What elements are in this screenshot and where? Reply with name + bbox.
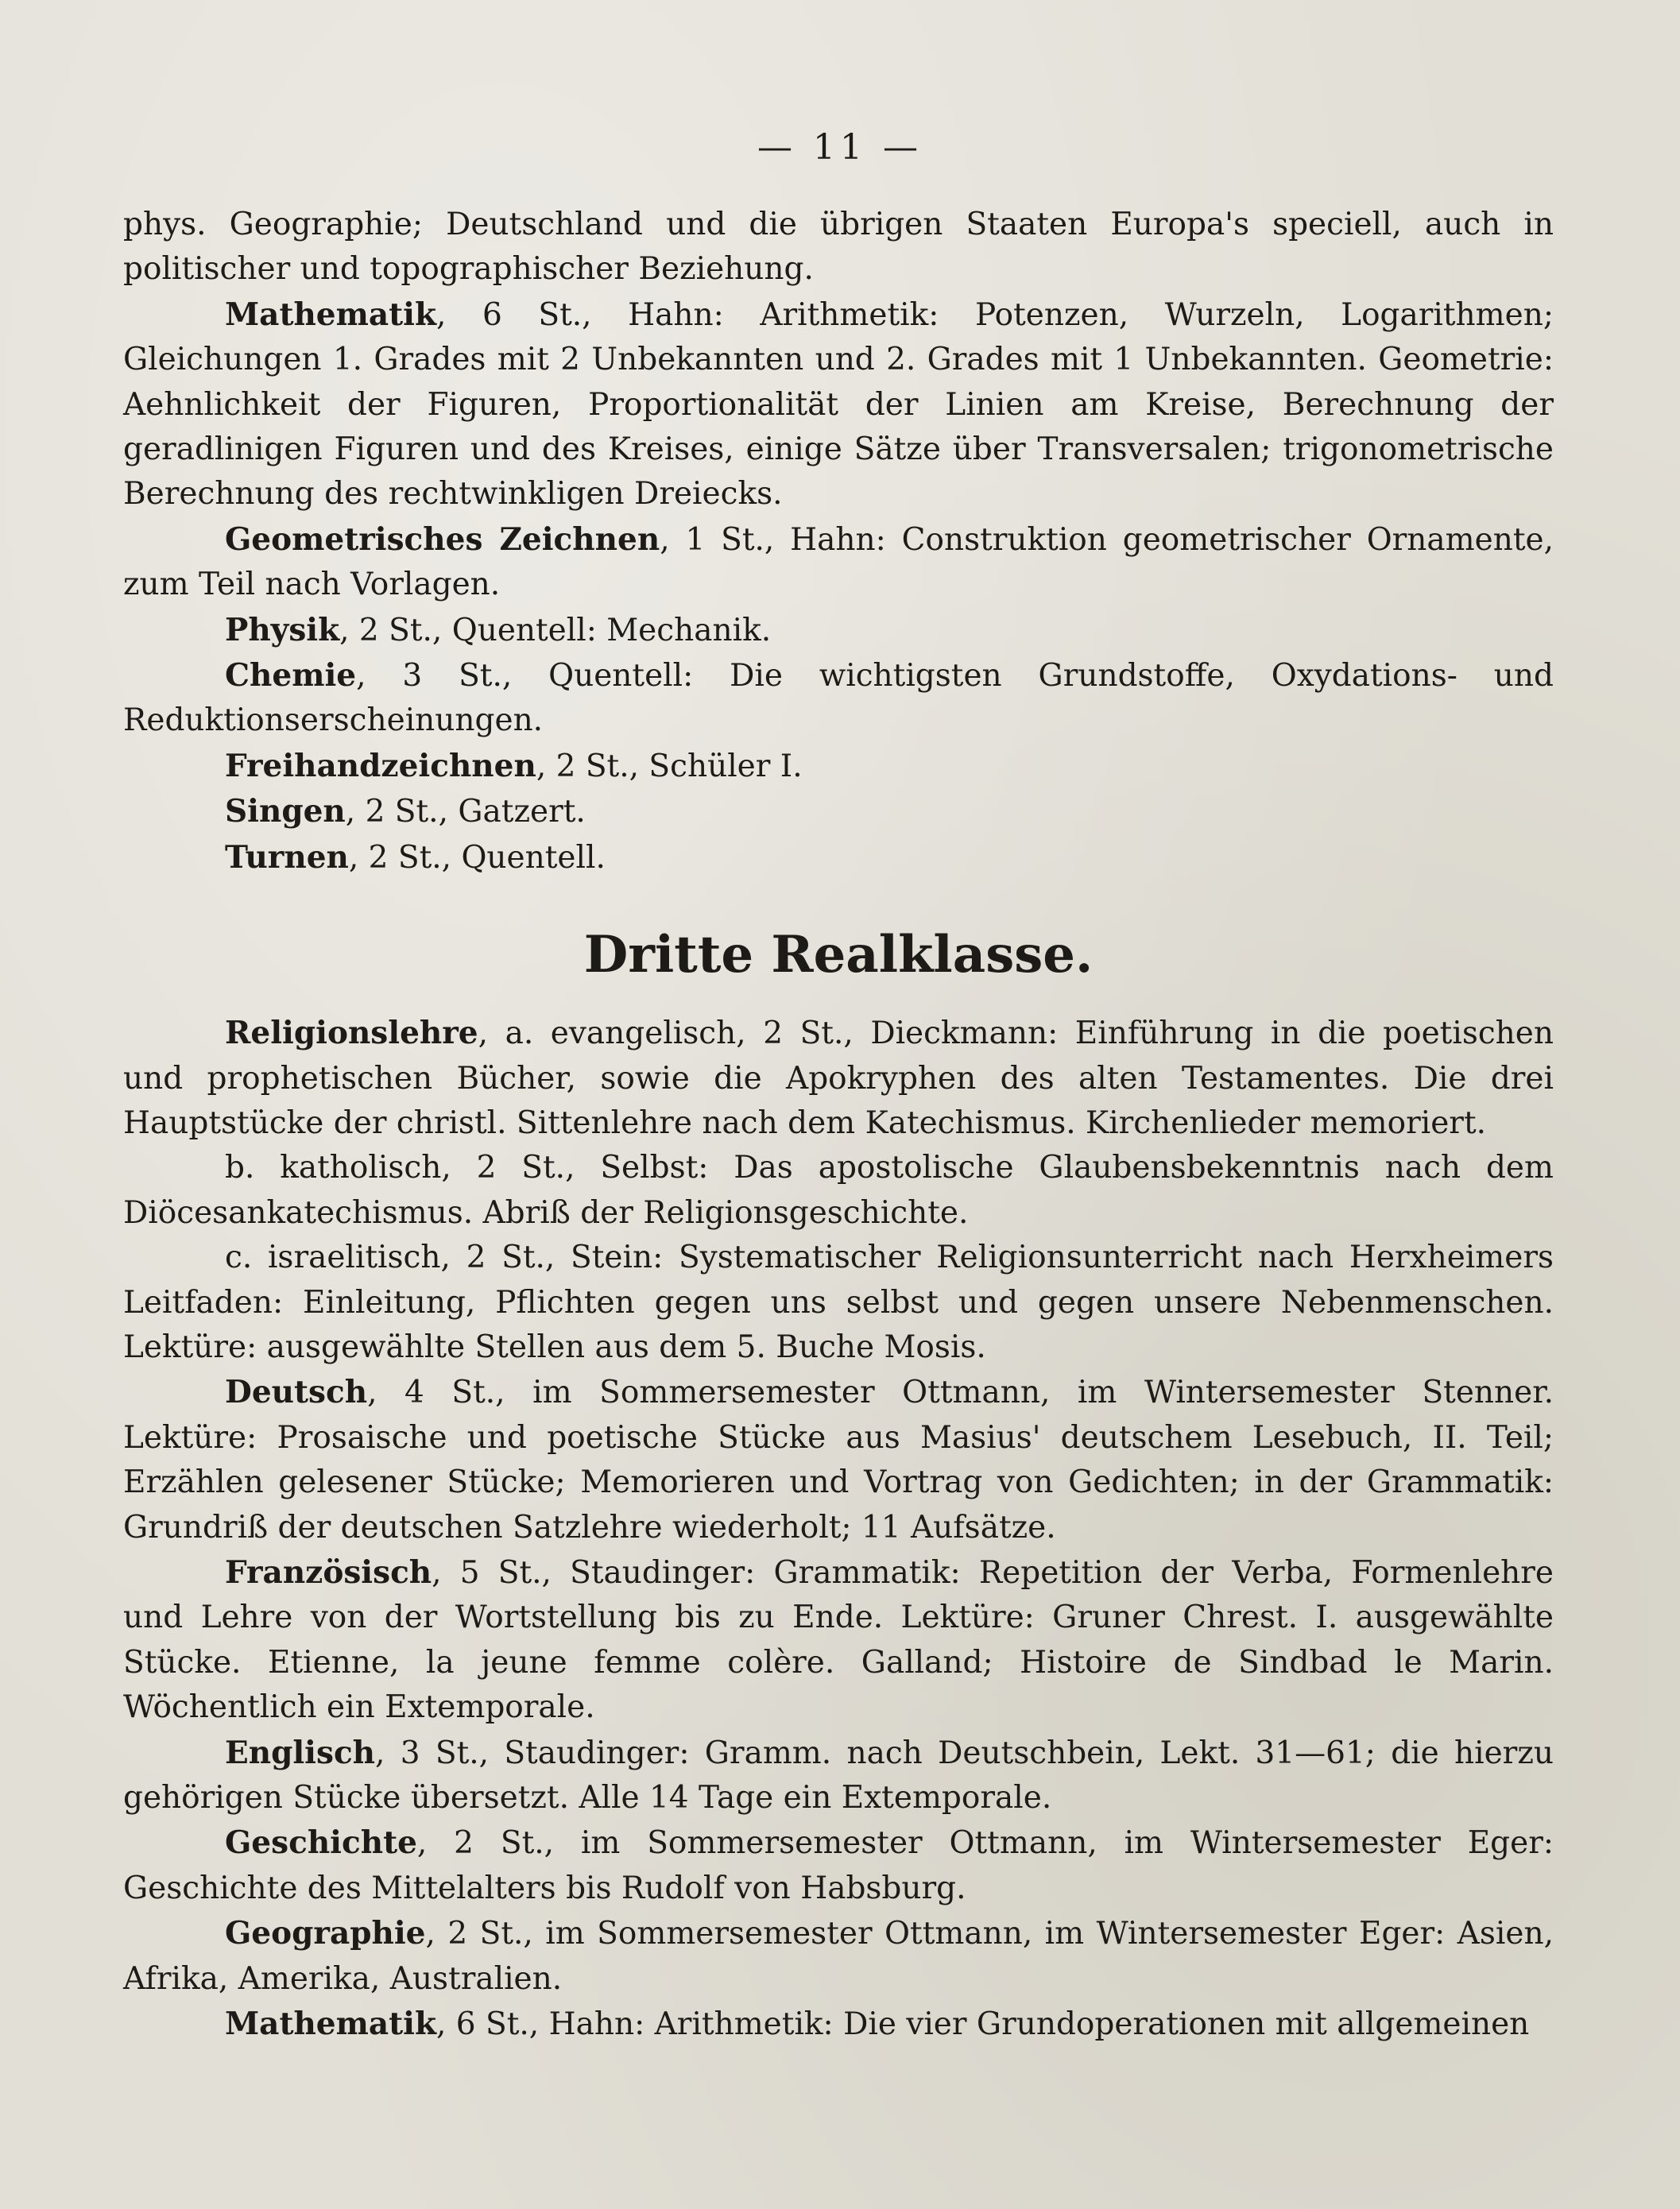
paragraph-english: Englisch, 3 St., Staudinger: Gramm. nach Deutschbein, Lekt. 31—61; die hierzu gehörigen Stücke übersetzt. Alle 14 Tage ein Extemporale. bbox=[123, 1734, 1554, 1816]
subject-heading: Turnen bbox=[225, 838, 349, 876]
subject-heading: Physik bbox=[225, 611, 340, 648]
paragraph-chemistry: Chemie, 3 St., Quentell: Die wichtigsten Grundstoffe, Oxydations- und Reduktionserscheinungen. bbox=[123, 657, 1554, 739]
subject-heading: Deutsch bbox=[225, 1374, 368, 1411]
section-title: Dritte Realklasse. bbox=[583, 925, 1094, 985]
paragraph-geography-continued: phys. Geographie; Deutschland und die übrigen Staaten Europa's speciell, auch in politischer und topographischer Beziehung. bbox=[123, 207, 1554, 288]
subject-heading: Geometrisches Zeichnen bbox=[225, 520, 660, 558]
paragraph-religion: Religionslehre, a. evangelisch, 2 St., Dieckmann: Einführung in die poetischen und prophetischen Bücher, sowie die Apokryphen des alten Testamentes. Die drei Hauptstücke der christl. Sittenlehre nach dem Katechismus. Kirchenlieder memoriert. bbox=[123, 1015, 1554, 1141]
subject-heading: Mathematik bbox=[225, 2006, 437, 2043]
body-text bbox=[123, 203, 1554, 2047]
paragraph-geometric-drawing: Geometrisches Zeichnen, 1 St., Hahn: Construktion geometrischer Ornamente, zum Teil nach Vorlagen. bbox=[123, 520, 1554, 603]
paragraph-mathematics-3: Mathematik, 6 St., Hahn: Arithmetik: Die vier Grundoperationen mit allgemeinen bbox=[225, 2006, 1530, 2043]
paragraph-mathematics: Mathematik, 6 St., Hahn: Arithmetik: Potenzen, Wurzeln, Logarithmen; Gleichungen 1. Grades mit 2 Unbekannten und 2. Grades mit 1 Unbekannten. Geometrie: Aehnlichkeit der Figuren, Proportionalität der Linien am Kreise, Berechnung der geradlinigen Figuren und des Kreises, einige Sätze über Transversalen; trigonometrische Berechnung des rechtwinkligen Dreiecks. bbox=[123, 296, 1554, 513]
paragraph-geography: Geographie, 2 St., im Sommersemester Ottmann, im Wintersemester Eger: Asien, Afrika, Amerika, Australien. bbox=[123, 1915, 1554, 1997]
subject-heading: Geschichte bbox=[225, 1824, 417, 1862]
subject-heading: Freihandzeichnen bbox=[225, 747, 536, 784]
paragraph-history: Geschichte, 2 St., im Sommersemester Ottmann, im Wintersemester Eger: Geschichte des Mittelalters bis Rudolf von Habsburg. bbox=[123, 1824, 1554, 1906]
page-number: — 11 — bbox=[757, 127, 923, 168]
subject-heading: Chemie bbox=[225, 657, 357, 694]
paragraph-religion-catholic: b. katholisch, 2 St., Selbst: Das apostolische Glaubensbekenntnis nach dem Diöcesankatechismus. Abriß der Religionsgeschichte. bbox=[123, 1150, 1554, 1231]
subject-heading: Singen bbox=[225, 793, 346, 830]
paragraph-french: Französisch, 5 St., Staudinger: Grammatik: Repetition der Verba, Formenlehre und Lehre von der Wortstellung bis zu Ende. Lektüre: Gruner Chrest. I. ausgewählte Stücke. Etienne, la jeune femme colère. Galland; Histoire de Sindbad le Marin. Wöchentlich ein Extemporale. bbox=[123, 1553, 1554, 1726]
subject-heading: Geographie bbox=[225, 1915, 426, 1952]
paragraph-singing: Singen, 2 St., Gatzert. bbox=[225, 793, 586, 830]
subject-heading: Französisch bbox=[225, 1553, 432, 1591]
paragraph-religion-israelite: c. israelitisch, 2 St., Stein: Systematischer Religionsunterricht nach Herxheimers Leitfaden: Einleitung, Pflichten gegen uns selbst und gegen unsere Nebenmenschen. Lektüre: ausgewählte Stellen aus dem 5. Buche Mosis. bbox=[123, 1240, 1554, 1365]
subject-heading: Englisch bbox=[225, 1734, 376, 1771]
subject-heading: Mathematik bbox=[225, 296, 437, 333]
paragraph-freehand-drawing: Freihandzeichnen, 2 St., Schüler I. bbox=[225, 747, 803, 784]
subject-heading: Religionslehre bbox=[225, 1015, 478, 1052]
paragraph-gymnastics: Turnen, 2 St., Quentell. bbox=[225, 838, 606, 876]
paragraph-physics: Physik, 2 St., Quentell: Mechanik. bbox=[225, 611, 772, 648]
paragraph-german: Deutsch, 4 St., im Sommersemester Ottmann, im Wintersemester Stenner. Lektüre: Prosaische und poetische Stücke aus Masius' deutschem Lesebuch, II. Teil; Erzählen gelesener Stücke; Memorieren und Vortrag von Gedichten; in der Grammatik: Grundriß der deutschen Satzlehre wiederholt; 11 Aufsätze. bbox=[123, 1374, 1554, 1546]
